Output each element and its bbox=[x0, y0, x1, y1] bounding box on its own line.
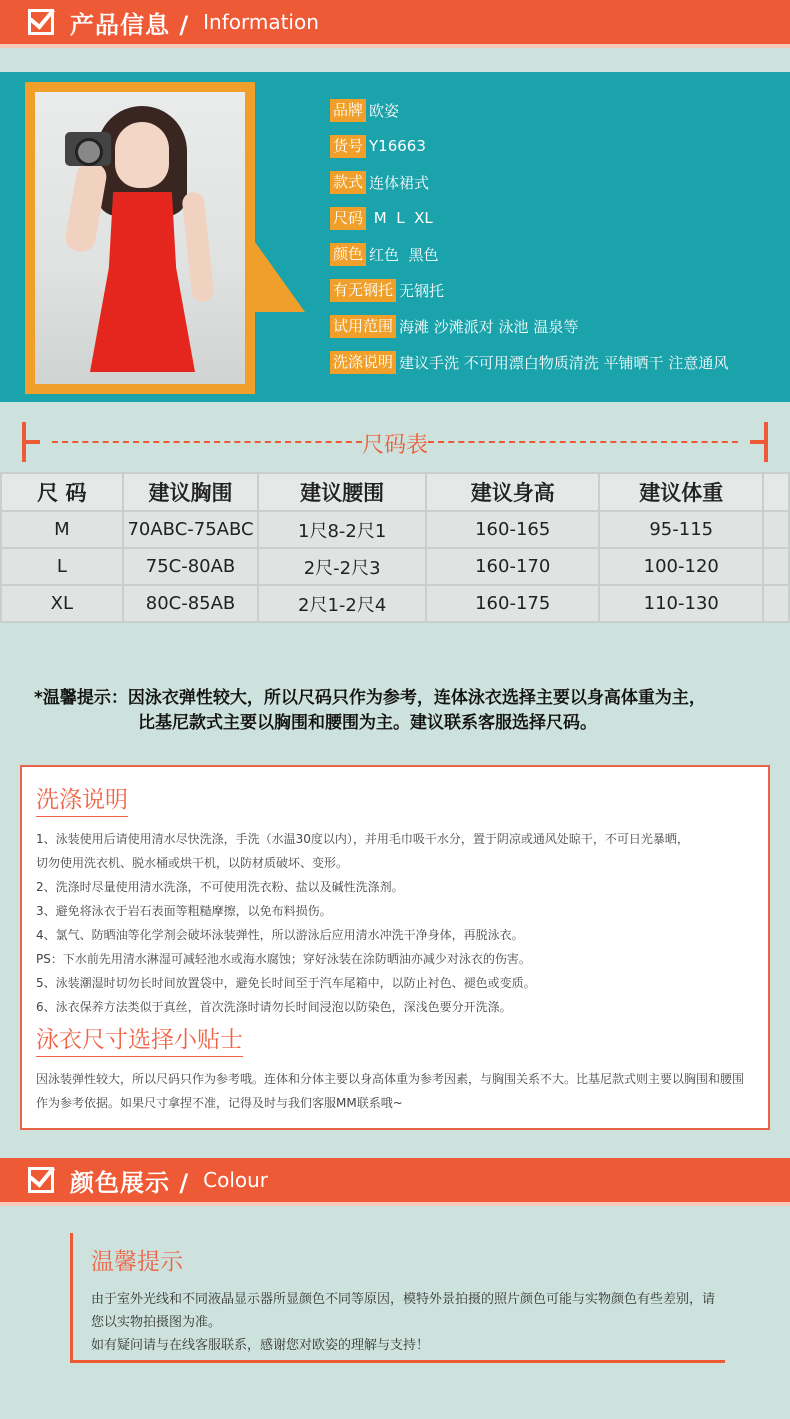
product-info-panel bbox=[0, 72, 790, 402]
wash-line: 1、泳装使用后请使用清水尽快洗涤，手洗（水温30度以内），并用毛巾吸干水分，置于阴凉或通风处晾干，不可日光暴晒， bbox=[36, 832, 689, 846]
table-row: XL 80C-85AB 2尺1-2尺4 160-175 110-130 bbox=[1, 585, 789, 622]
colour-notice bbox=[70, 1233, 725, 1363]
size-table bbox=[0, 472, 790, 623]
wash-line: 4、氯气、防晒油等化学剂会破坏泳装弹性，所以游泳后应用清水冲洗干净身体，再脱泳衣。 bbox=[36, 928, 524, 942]
wash-line: PS：下水前先用清水淋湿可减轻池水或海水腐蚀；穿好泳装在涂防晒油亦减少对泳衣的伤害。 bbox=[36, 952, 531, 966]
attr-usage: 试用范围 海滩 沙滩派对 泳池 温泉等 bbox=[330, 308, 728, 344]
notice-heading: 温馨提示 bbox=[91, 1249, 183, 1275]
product-photo-frame bbox=[25, 82, 255, 394]
colour-section-header bbox=[0, 1158, 790, 1206]
col-header: 尺 码 bbox=[1, 473, 123, 511]
model-photo[interactable] bbox=[35, 92, 245, 384]
notice-text: 由于室外光线和不同液晶显示器所显颜色不同等原因，模特外景拍摄的照片颜色可能与实物颜色有些差别，请您以实物拍摄图为准。 bbox=[91, 1292, 716, 1330]
wash-line: 6、泳衣保养方法类似于真丝，首次洗涤时请勿长时间浸泡以防染色，深浅色要分开洗涤。 bbox=[36, 1000, 512, 1014]
size-chart-label: 尺码表 bbox=[361, 433, 428, 458]
checkmark-icon bbox=[28, 1167, 54, 1193]
table-row: M 70ABC-75ABC 1尺8-2尺1 160-165 95-115 bbox=[1, 511, 789, 548]
table-row: L 75C-80AB 2尺-2尺3 160-170 100-120 bbox=[1, 548, 789, 585]
size-chart-title bbox=[22, 422, 768, 462]
attr-item-number: 货号 Y16663 bbox=[330, 128, 728, 164]
info-header-subtitle: Information bbox=[203, 10, 319, 34]
attr-wash: 洗涤说明 建议手洗 不可用漂白物质清洗 平铺晒干 注意通风 bbox=[330, 344, 728, 380]
colour-header-title: 颜色展示 / bbox=[70, 1168, 190, 1197]
table-header-row bbox=[1, 473, 789, 511]
attr-style: 款式 连体裙式 bbox=[330, 164, 728, 200]
attr-colors: 颜色 红色 黑色 bbox=[330, 236, 728, 272]
attr-underwire: 有无钢托 无钢托 bbox=[330, 272, 728, 308]
wash-line: 2、洗涤时尽量使用清水洗涤，不可使用洗衣粉、盐以及碱性洗涤剂。 bbox=[36, 880, 404, 894]
size-warning: *温馨提示：因泳衣弹性较大，所以尺码只作为参考，连体泳衣选择主要以身高体重为主， 比基尼款式主要以胸围和腰围为主。建议联系客服选择尺码。 bbox=[34, 688, 706, 733]
bracket-right-icon bbox=[764, 422, 768, 462]
col-header: 建议腰围 bbox=[258, 473, 426, 511]
size-tip-heading: 泳衣尺寸选择小贴士 bbox=[36, 1021, 243, 1057]
colour-header-subtitle: Colour bbox=[203, 1168, 269, 1192]
col-header: 建议胸围 bbox=[123, 473, 259, 511]
info-section-header bbox=[0, 0, 790, 48]
notice-contact-text: 如有疑问请与在线客服联系，感谢您对欧姿的理解与支持！ bbox=[91, 1338, 430, 1353]
col-header: 建议身高 bbox=[426, 473, 600, 511]
product-attributes bbox=[330, 92, 728, 380]
attr-sizes: 尺码 M L XL bbox=[330, 200, 728, 236]
wash-line: 5、泳装潮湿时切勿长时间放置袋中，避免长时间至于汽车尾箱中，以防止衬色、褪色或变质。 bbox=[36, 976, 536, 990]
size-tip-text: 因泳装弹性较大，所以尺码只作为参考哦。连体和分体主要以身高体重为参考因素，与胸围关系不大。比基尼款式则主要以胸围和腰围作为参考依据。如果尺寸拿捏不准，记得及时与我们客服MM联系哦~ bbox=[36, 1072, 745, 1110]
wash-instructions-box bbox=[20, 765, 770, 1130]
col-header: 建议体重 bbox=[599, 473, 763, 511]
checkmark-icon bbox=[28, 9, 54, 35]
wash-line: 切勿使用洗衣机、脱水桶或烘干机，以防材质破坏、变形。 bbox=[36, 856, 349, 870]
camera-icon bbox=[65, 132, 111, 166]
wash-line: 3、避免将泳衣于岩石表面等粗糙摩擦，以免布料损伤。 bbox=[36, 904, 332, 918]
wash-heading: 洗涤说明 bbox=[36, 781, 128, 817]
attr-brand: 品牌 欧姿 bbox=[330, 92, 728, 128]
pointer-arrow bbox=[255, 242, 305, 312]
info-header-title: 产品信息 / bbox=[70, 10, 190, 39]
